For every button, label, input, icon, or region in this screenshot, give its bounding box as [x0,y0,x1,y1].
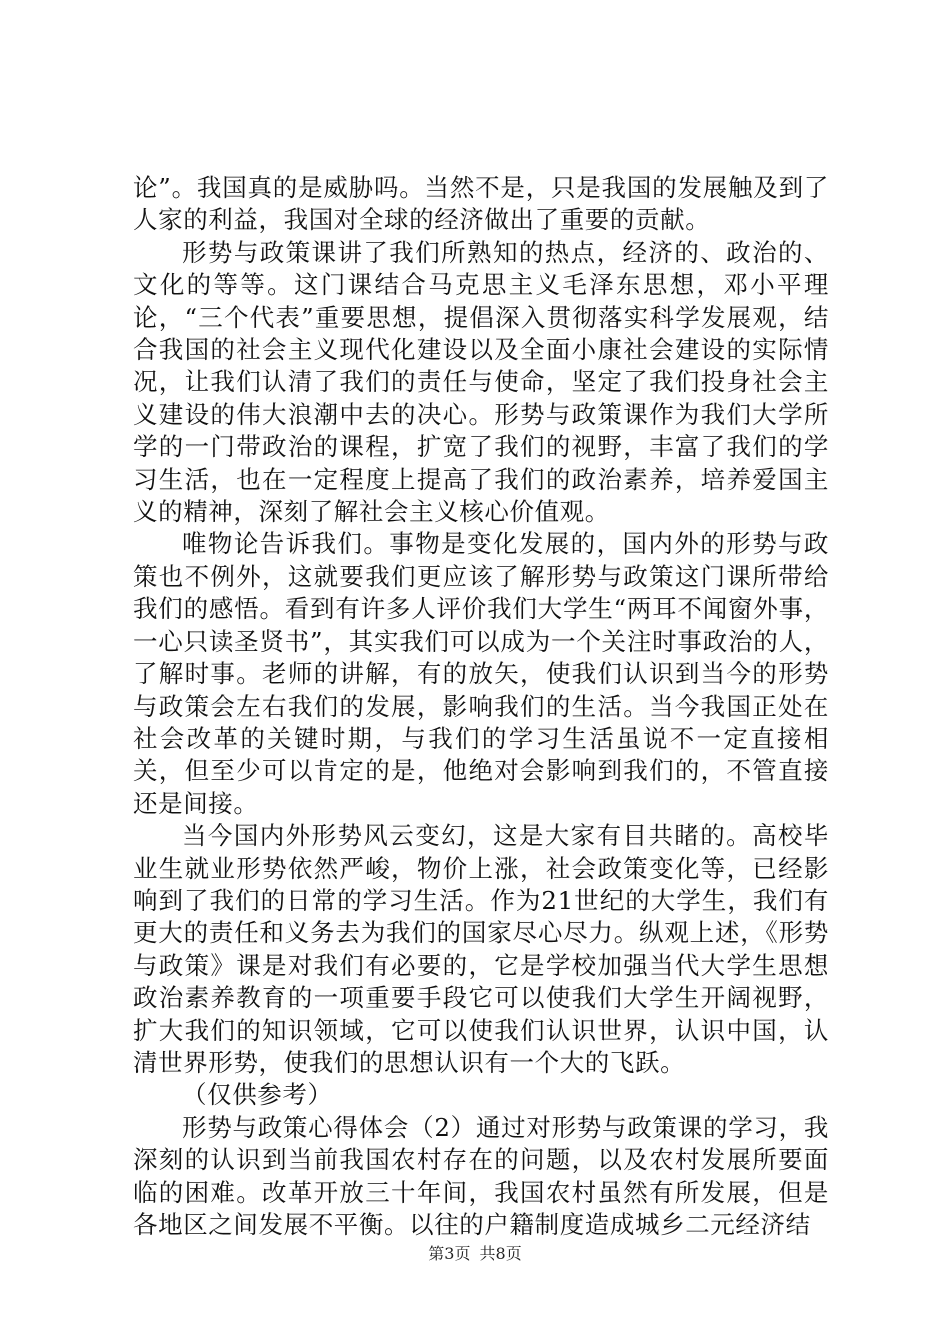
paragraph-2: 形势与政策课讲了我们所熟知的热点，经济的、政治的、文化的等等。这门课结合马克思主义毛泽东思想，邓小平理论，“三个代表”重要思想，提倡深入贯彻落实科学发展观，结合我国的社会主义现代化建设以及全面小康社会建设的实际情况，让我们认清了我们的责任与使命，坚定了我们投身社会主义建设的伟大浪潮中去的决心。形势与政策课作为我们大学所学的一门带政治的课程，扩宽了我们的视野，丰富了我们的学习生活，也在一定程度上提高了我们的政治素养，培养爱国主义的精神，深刻了解社会主义核心价值观。 [133,237,829,527]
page-total: 共8页 [479,1244,522,1263]
document-body [133,172,829,1241]
page-number: 第3页 [428,1244,471,1263]
paragraph-4: 当今国内外形势风云变幻，这是大家有目共睹的。高校毕业生就业形势依然严峻，物价上涨，社会政策变化等，已经影响到了我们的日常的学习生活。作为21世纪的大学生，我们有更大的责任和义务去为我们的国家尽心尽力。纵观上述，《形势与政策》课是对我们有必要的，它是学校加强当代大学生思想政治素养教育的一项重要手段它可以使我们大学生开阔视野，扩大我们的知识领域，它可以使我们认识世界，认识中国，认清世界形势，使我们的思想认识有一个大的飞跃。 [133,821,829,1077]
paragraph-5: （仅供参考） [182,1080,333,1110]
paragraph-6: 形势与政策心得体会（2）通过对形势与政策课的学习，我深刻的认识到当前我国农村存在的问题，以及农村发展所要面临的困难。改革开放三十年间，我国农村虽然有所发展，但是各地区之间发展不平衡。以往的户籍制度造成城乡二元经济结 [133,1112,829,1239]
paragraph-3: 唯物论告诉我们。事物是变化发展的，国内外的形势与政策也不例外，这就要我们更应该了解形势与政策这门课所带给我们的感悟。看到有许多人评价我们大学生“两耳不闻窗外事，一心只读圣贤书”，其实我们可以成为一个关注时事政治的人，了解时事。老师的讲解，有的放矢，使我们认识到当今的形势与政策会左右我们的发展，影响我们的生活。当今我国正处在社会改革的关键时期，与我们的学习生活虽说不一定直接相关，但至少可以肯定的是，他绝对会影响到我们的，不管直接还是间接。 [133,529,829,818]
page-footer [0,1244,950,1264]
paragraph-1: 论”。我国真的是威胁吗。当然不是，只是我国的发展触及到了人家的利益，我国对全球的经济做出了重要的贡献。 [133,173,829,235]
